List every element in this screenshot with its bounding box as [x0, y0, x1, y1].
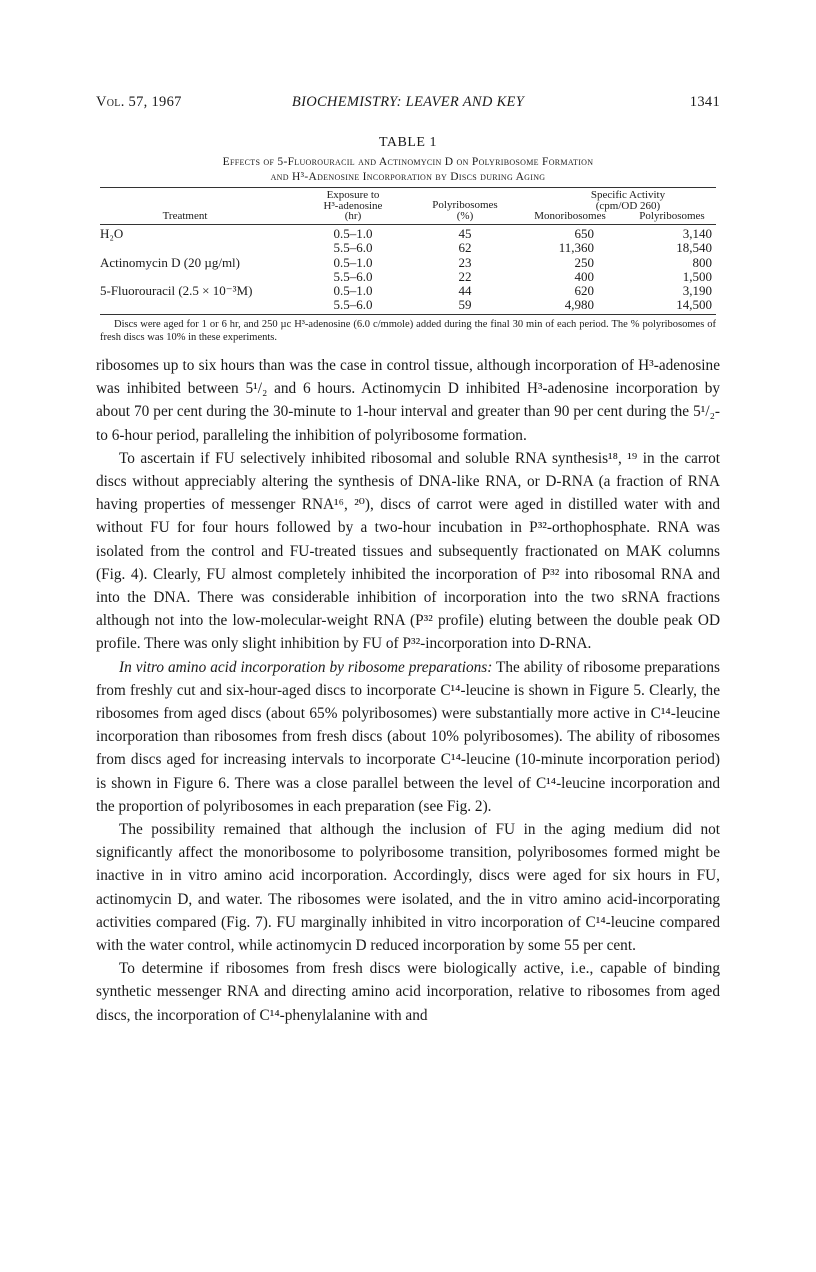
cell-monoribosomes: 4,980: [564, 297, 594, 313]
body-paragraph-3: [96, 656, 720, 818]
cell-exposure: 5.5–6.0: [333, 297, 373, 313]
cell-treatment: H₂O: [100, 226, 124, 241]
cell-polyribosomes-sa: 14,500: [676, 297, 712, 313]
cell-polyribosomes-pct: 44: [458, 283, 472, 299]
table-title: TABLE 1: [379, 135, 437, 150]
cell-polyribosomes-pct: 62: [458, 240, 472, 256]
table-row: [100, 256, 716, 270]
cell-monoribosomes: 250: [574, 254, 594, 270]
table-row: [100, 227, 716, 241]
cell-monoribosomes: 11,360: [558, 240, 594, 256]
page-number: 1341: [689, 94, 720, 110]
table-top-rule: [100, 187, 716, 188]
cell-exposure: 0.5–1.0: [333, 254, 373, 270]
col-header-exposure: Exposure to H³-adenosine (hr): [323, 189, 383, 222]
paragraph-text: To determine if ribosomes from fresh discs were biologically active, i.e., capable of binding synthetic messenger RNA and directing amino acid incorporation, relative to ribosomes from aged discs, the incorporation of C¹⁴-phenylalanine with and: [96, 960, 720, 1024]
table-header-rule: [100, 224, 716, 225]
cell-exposure: 0.5–1.0: [333, 283, 373, 299]
col-header-polyribosomes-sa: Polyribosomes: [639, 210, 705, 222]
cell-polyribosomes-pct: 45: [458, 226, 472, 241]
cell-polyribosomes-pct: 59: [458, 297, 472, 313]
volume-label: Vol. 57, 1967: [96, 94, 182, 110]
cell-exposure: 5.5–6.0: [333, 268, 373, 284]
table-caption-line-2: and H³-Adenosine Incorporation by Discs during Aging: [270, 171, 546, 183]
cell-treatment: Actinomycin D (20 µg/ml): [100, 254, 240, 270]
paragraph-text: The ability of ribosome preparations from freshly cut and six-hour-aged discs to incorporate C¹⁴-leucine is shown in Figure 5. Clearly, the ribosomes from aged discs (about 65% polyribosomes) were substantially more active in C¹⁴-leucine incorporation than ribosomes from fresh discs (about 10% polyribosomes). The ability of ribosomes from discs aged for increasing intervals to incorporate C¹⁴-leucine (10-minute incorporation period) is shown in Figure 6. There was a close parallel between the level of C¹⁴-leucine incorporation and the proportion of polyribosomes in each preparation (see Fig. 2).: [96, 658, 720, 815]
body-paragraph-1: [96, 354, 720, 447]
table-header: [100, 190, 716, 222]
section-run-in-heading: In vitro amino acid incorporation by ribosome preparations:: [119, 658, 493, 676]
body-paragraph-4: [96, 818, 720, 957]
running-head: [96, 94, 720, 116]
cell-monoribosomes: 650: [574, 226, 594, 241]
journal-title: BIOCHEMISTRY: LEAVER AND KEY: [291, 94, 525, 110]
col-header-specific-activity: Specific Activity (cpm/OD 260): [590, 189, 666, 212]
cell-polyribosomes-sa: 18,540: [676, 240, 712, 256]
cell-polyribosomes-sa: 3,190: [682, 283, 712, 299]
table-row: [100, 298, 716, 312]
col-header-treatment: Treatment: [162, 210, 208, 222]
article-body: [96, 354, 720, 1027]
body-paragraph-2: [96, 447, 720, 656]
cell-polyribosomes-pct: 22: [458, 268, 472, 284]
cell-monoribosomes: 400: [574, 268, 594, 284]
cell-polyribosomes-sa: 3,140: [682, 226, 712, 241]
body-paragraph-5: [96, 957, 720, 1027]
table-footnote: Discs were aged for 1 or 6 hr, and 250 µc H³-adenosine (6.0 c/mmole) added during the final 30 min of each period. The % polyribosomes of fresh discs was 10% in these experiments.: [100, 319, 716, 343]
paragraph-text: The possibility remained that although the inclusion of FU in the aging medium did not significantly affect the monoribosome to polyribosome transition, polyribosomes formed might be inactive in in vitro amino acid incorporation. Accordingly, discs were aged for six hours in FU, actinomycin D, and water. The ribosomes were isolated, and the in vitro amino acid-incorporating activities compared (Fig. 7). FU marginally inhibited in vitro incorporation of C¹⁴-leucine compared with the water control, while actinomycin D reduced incorporation by some 55 per cent.: [96, 821, 720, 955]
cell-polyribosomes-pct: 23: [458, 254, 472, 270]
table-row: [100, 241, 716, 255]
paragraph-text: ribosomes up to six hours than was the case in control tissue, although incorporation of H³-adenosine was inhibited between 5¹/₂ and 6 hours. Actinomycin D inhibited H³-adenosine incorporation by about 70 per cent during the 30-minute to 1-hour interval and greater than 90 per cent during the 5¹/₂- to 6-hour period, paralleling the inhibition of polyribosome formation.: [96, 357, 720, 444]
table-caption-line-1: Effects of 5-Fluorouracil and Actinomycin D on Polyribosome Formation: [222, 156, 594, 168]
cell-polyribosomes-sa: 1,500: [682, 268, 712, 284]
table-body: [100, 227, 716, 313]
table-bottom-rule: [100, 314, 716, 315]
cell-treatment: 5-Fluorouracil (2.5 × 10⁻³M): [100, 283, 253, 299]
cell-polyribosomes-sa: 800: [692, 254, 712, 270]
cell-exposure: 0.5–1.0: [333, 226, 373, 241]
cell-monoribosomes: 620: [574, 283, 594, 299]
col-header-monoribosomes: Monoribosomes: [534, 210, 606, 222]
table-caption: [96, 155, 720, 185]
table-row: [100, 284, 716, 298]
paragraph-text: To ascertain if FU selectively inhibited ribosomal and soluble RNA synthesis¹⁸, ¹⁹ in the carrot discs without appreciably altering the synthesis of DNA-like RNA, or D-RNA (a fraction of RNA having properties of messenger RNA¹⁶, ²⁰), discs of carrot were aged in distilled water with and without FU for four hours followed by a two-hour incubation in P³²-orthophosphate. RNA was isolated from the control and FU-treated tissues and subsequently fractionated on MAK columns (Fig. 4). Clearly, FU almost completely inhibited the incorporation of P³² into ribosomal RNA and into the DNA. There was considerable inhibition of incorporation into the two sRNA fractions although not into the low-molecular-weight RNA (P³² profile) eluting between the double peak OD profile. There was only slight inhibition by FU of P³²-incorporation into D-RNA.: [96, 449, 720, 653]
col-header-polyribosomes-pct: Polyribosomes (%): [432, 199, 498, 222]
cell-exposure: 5.5–6.0: [333, 240, 373, 256]
table-row: [100, 270, 716, 284]
